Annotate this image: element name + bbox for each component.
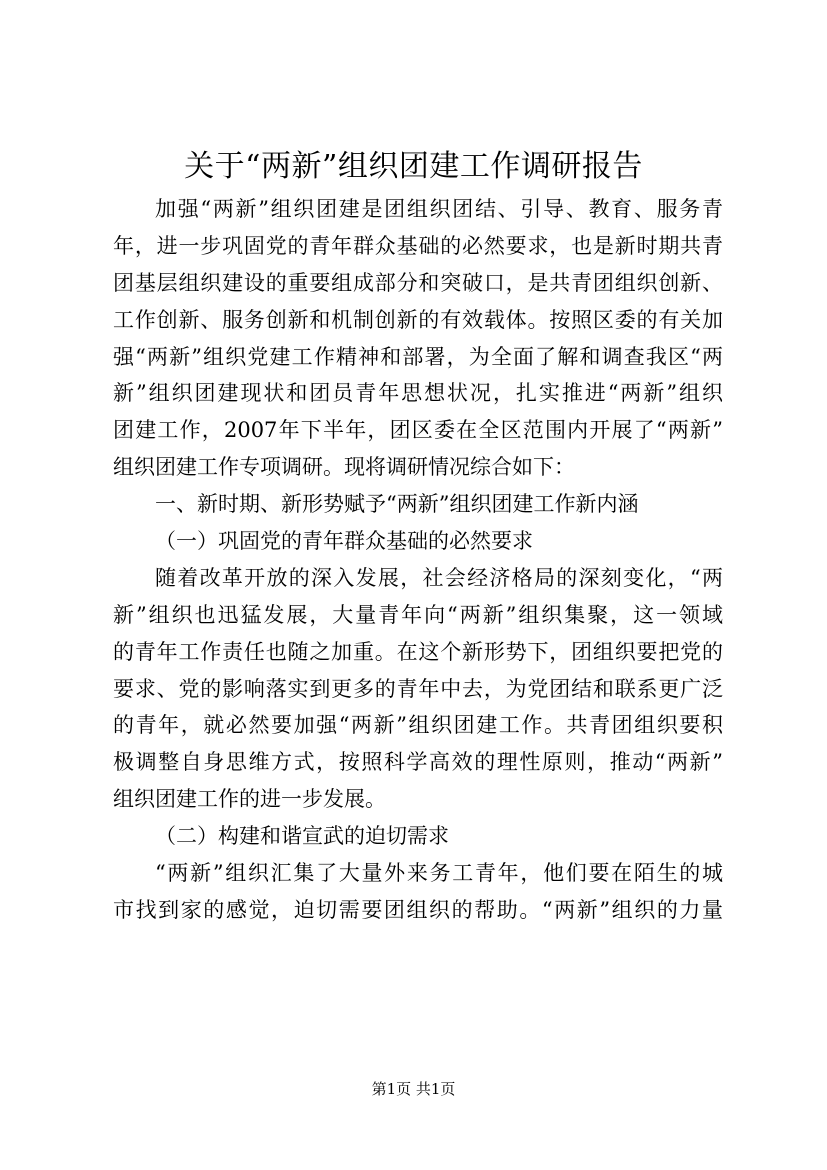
subsection-heading: （一）巩固党的青年群众基础的必然要求 <box>155 529 533 554</box>
subsection-heading: （二）构建和谐宣武的迫切需求 <box>155 824 449 849</box>
paragraph-line: 新”组织也迅猛发展，大量青年向“两新”组织集聚，这一领域 <box>113 602 723 627</box>
paragraph-line: 的青年，就必然要加强“两新”组织团建工作。共青团组织要积 <box>113 713 723 738</box>
paragraph-line: 工作创新、服务创新和机制创新的有效载体。按照区委的有关加 <box>113 307 723 332</box>
document-body <box>113 191 723 929</box>
page-footer: 第1页 共1页 <box>371 1080 456 1098</box>
paragraph-line: 极调整自身思维方式，按照科学高效的理性原则，推动“两新” <box>113 750 723 775</box>
paragraph-line: 市找到家的感觉，迫切需要团组织的帮助。“两新”组织的力量 <box>113 897 723 922</box>
paragraph-line: 新”组织团建现状和团员青年思想状况，扎实推进“两新”组织 <box>113 381 723 406</box>
paragraph-line: 随着改革开放的深入发展，社会经济格局的深刻变化，“两 <box>155 565 723 590</box>
paragraph-line: 强“两新”组织党建工作精神和部署，为全面了解和调查我区“两 <box>113 344 723 369</box>
paragraph-line: 组织团建工作专项调研。现将调研情况综合如下： <box>113 455 575 480</box>
paragraph-line: “两新”组织汇集了大量外来务工青年，他们要在陌生的城 <box>155 861 723 886</box>
paragraph-line: 组织团建工作的进一步发展。 <box>113 787 386 812</box>
paragraph-line: 团基层组织建设的重要组成部分和突破口，是共青团组织创新、 <box>113 270 723 295</box>
paragraph-line: 加强“两新”组织团建是团组织团结、引导、教育、服务青 <box>155 197 723 221</box>
paragraph-line: 的青年工作责任也随之加重。在这个新形势下，团组织要把党的 <box>113 639 723 664</box>
paragraph-line: 年，进一步巩固党的青年群众基础的必然要求，也是新时期共青 <box>113 233 723 258</box>
document-title: 关于“两新”组织团建工作调研报告 <box>184 149 643 184</box>
section-heading: 一、新时期、新形势赋予“两新”组织团建工作新内涵 <box>155 492 639 517</box>
paragraph-line: 要求、党的影响落实到更多的青年中去，为党团结和联系更广泛 <box>113 676 723 701</box>
paragraph-line: 团建工作，2007年下半年，团区委在全区范围内开展了“两新” <box>113 418 723 443</box>
